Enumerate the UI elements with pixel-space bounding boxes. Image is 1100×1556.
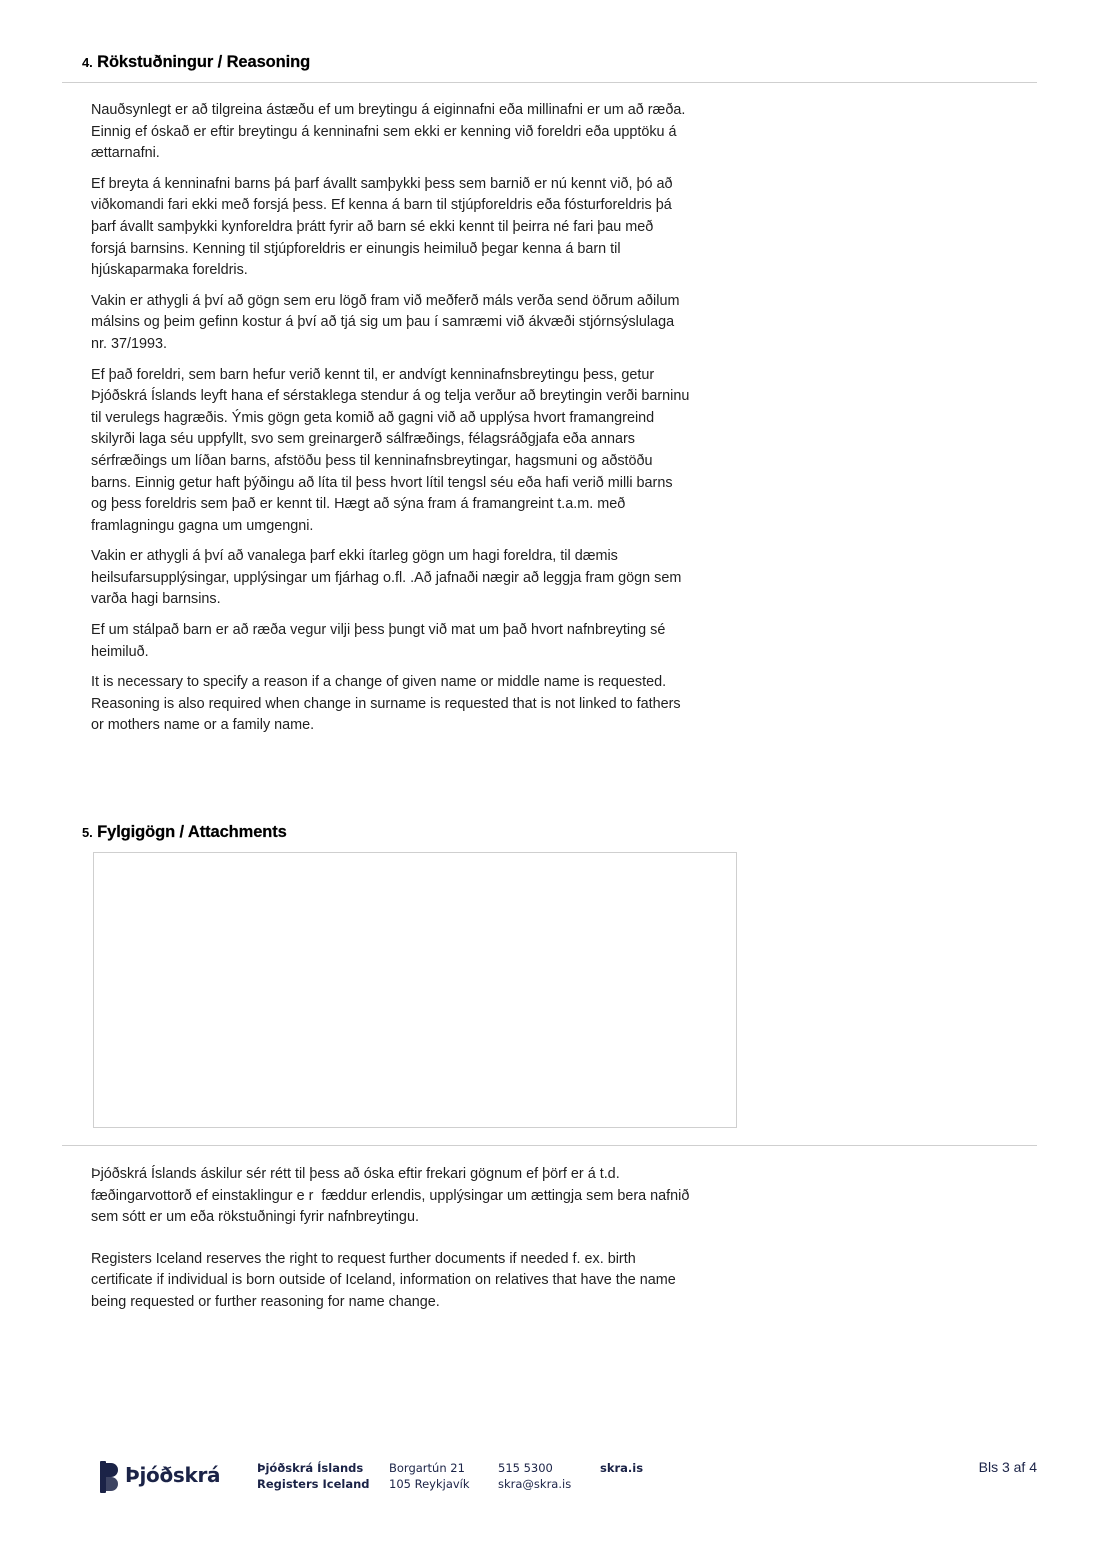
reasoning-paragraph: Ef það foreldri, sem barn hefur verið kennt til, er andvígt kenninafnsbreytingu þess, getur Þjóðskrá Íslands leyft hana ef sérstaklega stendur á og telja verður að breytingin verði barninu til verulegs hagræðis. Ýmis gögn geta komið að gagni við að upplýsa hvort framangreind skilyrði laga séu uppfyllt, svo sem greinargerð sálfræðings, félagsráðgjafa eða annars sérfræðings um líðan barns, afstöðu þess til kenninafnsbreytingar, hagsmuni og aðstöðu barns. Einnig getur haft þýðingu að líta til þess hvort lítil tengsl séu eða hafi verið milli barns og þess foreldris sem það er kennt til. Hægt að sýna fram á framangreint t.a.m. með framlagningu gagna um umgengni. [91,366,690,534]
section-4-number: 4. [82,55,93,70]
reasoning-paragraph: Vakin er athygli á því að vanalega þarf ekki ítarleg gögn um hagi foreldra, til dæmis heilsufarsupplýsingar, upplýsingar um fjárhag o.fl. .Að jafnaði nægir að leggja fram gögn sem varða hagi barnsins. [91,548,682,608]
footer-city: 105 Reykjavík [389,1477,470,1491]
footer-org-is: Þjóðskrá Íslands [257,1461,364,1475]
footer-org [257,1460,370,1492]
section-5-title: Fylgigögn / Attachments [97,823,287,841]
notice-paragraph-is: Þjóðskrá Íslands áskilur sér rétt til þess að óska eftir frekari gögnum ef þörf er á t.d. fæðingarvottorð ef einstaklingur e r fæddur erlendis, upplýsingar um ættingja sem bera nafnið sem sótt er um eða rökstuðningi fyrir nafnbreytingu. [91,1166,694,1226]
section-5-number: 5. [82,825,93,840]
footer-street: Borgartún 21 [389,1461,465,1475]
reasoning-paragraph: Ef breyta á kenninafni barns þá þarf ávallt samþykki þess sem barnið er nú kennt við, þó að viðkomandi fari ekki með forsjá þess. Ef kenna á barn til stjúpforeldris eða fósturforeldris þá þarf ávallt samþykki kynforeldra þrátt fyrir að barn sé ekki kennt til þeirra né fari þau með forsjá barnsins. Kenning til stjúpforeldris er einungis heimiluð þegar kenna á barn til hjúskaparmaka foreldris. [91,175,673,279]
section-4-title: Rökstuðningur / Reasoning [97,53,311,71]
logo-wordmark: Þjóðskrá [125,1463,221,1487]
section-5-divider [62,1145,1037,1146]
footer-address [389,1460,470,1492]
reasoning-paragraph: Vakin er athygli á því að gögn sem eru lögð fram við meðferð máls verða send öðrum aðilum málsins og þeim gefinn kostur á því að tjá sig um þau í samræmi við ákvæði stjórnsýslulaga nr. 37/1993. [91,292,680,352]
reasoning-text [91,100,691,746]
footer-web [600,1460,643,1476]
section-4-divider [62,82,1037,83]
reasoning-paragraph: Nauðsynlegt er að tilgreina ástæðu ef um breytingu á eiginnafni eða millinafni er um að ræða. Einnig ef óskað er eftir breytingu á kenninafni sem ekki er kenning við foreldri eða upptöku á ættarnafni. [91,102,686,162]
section-4-heading [82,53,310,72]
notice-paragraph-en: Registers Iceland reserves the right to request further documents if needed f. ex. birth certificate if individual is born outside of Iceland, information on relatives that have the name being requested or further reasoning for name change. [91,1250,676,1310]
footer-contact [498,1460,571,1492]
reasoning-paragraph: Ef um stálpað barn er að ræða vegur vilji þess þungt við mat um það hvort nafnbreyting sé heimiluð. [91,622,666,660]
footer-phone: 515 5300 [498,1461,553,1475]
reasoning-paragraph: It is necessary to specify a reason if a change of given name or middle name is requested. Reasoning is also required when change in surname is requested that is not linked to fathers or mothers name or a family name. [91,674,681,734]
footer-web-link[interactable]: skra.is [600,1461,644,1475]
page-number: Bls 3 af 4 [978,1459,1037,1475]
footer-org-en: Registers Iceland [257,1477,370,1491]
section-5-heading [82,823,287,842]
attachments-box[interactable] [93,852,737,1128]
footer-email-link[interactable]: skra@skra.is [498,1477,572,1491]
notice-text [91,1164,701,1323]
